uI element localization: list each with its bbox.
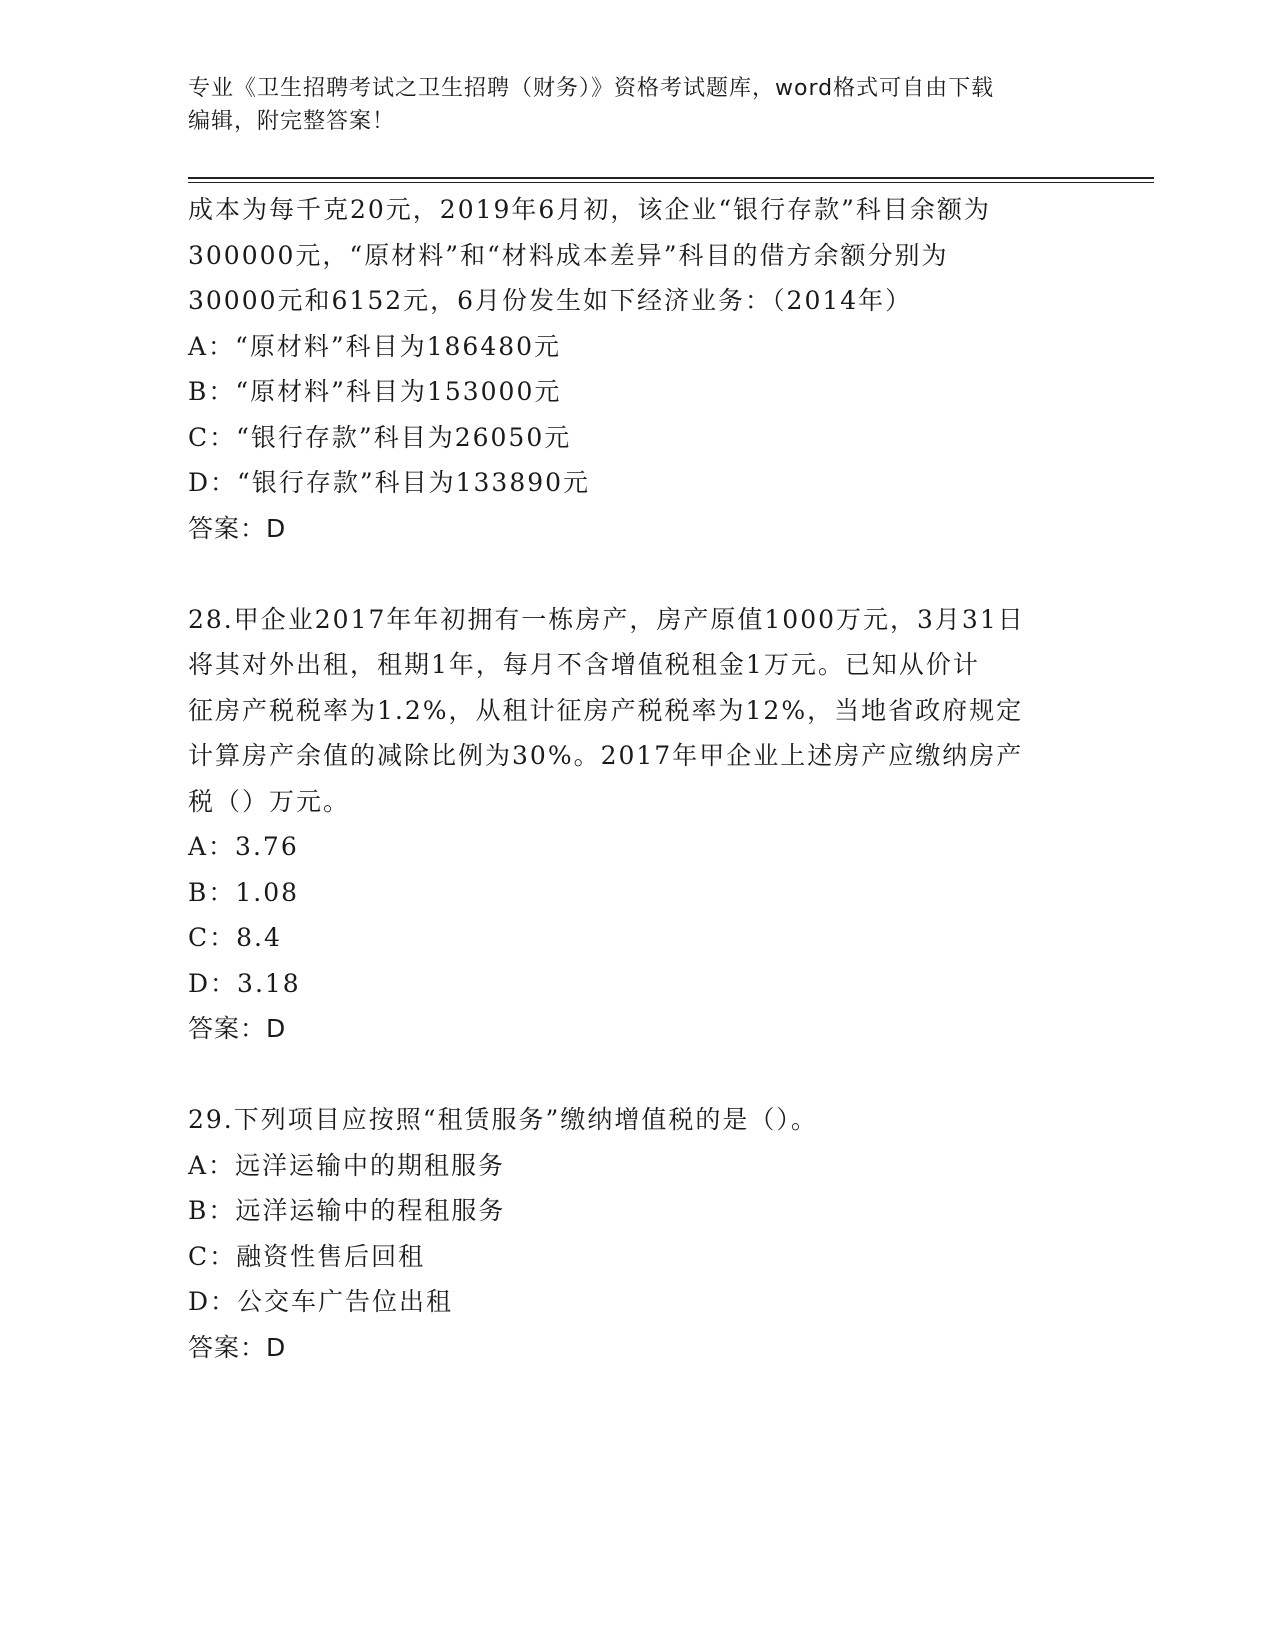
option-c: C：8.4 [188,923,282,952]
option-a: A：3.76 [188,832,299,861]
header-divider-thin [188,182,1154,183]
question-stem-line: 30000元和6152元，6月份发生如下经济业务：（2014年） [188,286,913,315]
header-line-1: 专业《卫生招聘考试之卫生招聘（财务）》资格考试题库，word格式可自由下载 [188,76,995,101]
question-29 [188,1097,1088,1370]
option-b: B：1.08 [188,877,300,907]
option-c: C：“银行存款”科目为26050元 [188,422,572,452]
option-b: B：“原材料”科目为153000元 [188,377,562,406]
question-28 [188,597,1088,1052]
option-c: C：融资性售后回租 [188,1241,426,1271]
header-line-2: 编辑，附完整答案！ [188,109,396,134]
option-b: B：远洋运输中的程租服务 [188,1196,506,1225]
question-stem-line: 成本为每千克20元，2019年6月初，该企业“银行存款”科目余额为 [188,195,991,224]
option-a: A：远洋运输中的期租服务 [188,1150,506,1180]
option-d: D：“银行存款”科目为133890元 [188,468,591,497]
question-stem-line: 300000元，“原材料”和“材料成本差异”科目的借方余额分别为 [188,240,949,270]
document-header [188,72,1088,138]
question-27 [188,187,1088,551]
option-d: D：公交车广告位出租 [188,1287,454,1316]
question-stem-line: 税（）万元。 [188,786,351,816]
question-stem-line: 计算房产余值的减除比例为30%。2017年甲企业上述房产应缴纳房产 [188,741,1024,770]
question-stem-line: 将其对外出租，租期1年，每月不含增值税租金1万元。已知从价计 [188,650,980,679]
answer-label: 答案：D [188,1332,287,1362]
header-divider-thick [188,177,1154,179]
spacer [188,551,1088,597]
answer-label: 答案：D [188,513,287,543]
question-stem-line: 28.甲企业2017年年初拥有一栋房产，房产原值1000万元，3月31日 [188,604,1025,634]
option-d: D：3.18 [188,968,301,998]
option-a: A：“原材料”科目为186480元 [188,331,562,361]
question-stem-line: 征房产税税率为1.2%，从租计征房产税税率为12%，当地省政府规定 [188,695,1024,725]
answer-label: 答案：D [188,1014,287,1043]
question-content [188,187,1088,1370]
spacer [188,1052,1088,1098]
question-stem-line: 29.下列项目应按照“租赁服务”缴纳增值税的是（）。 [188,1105,818,1134]
